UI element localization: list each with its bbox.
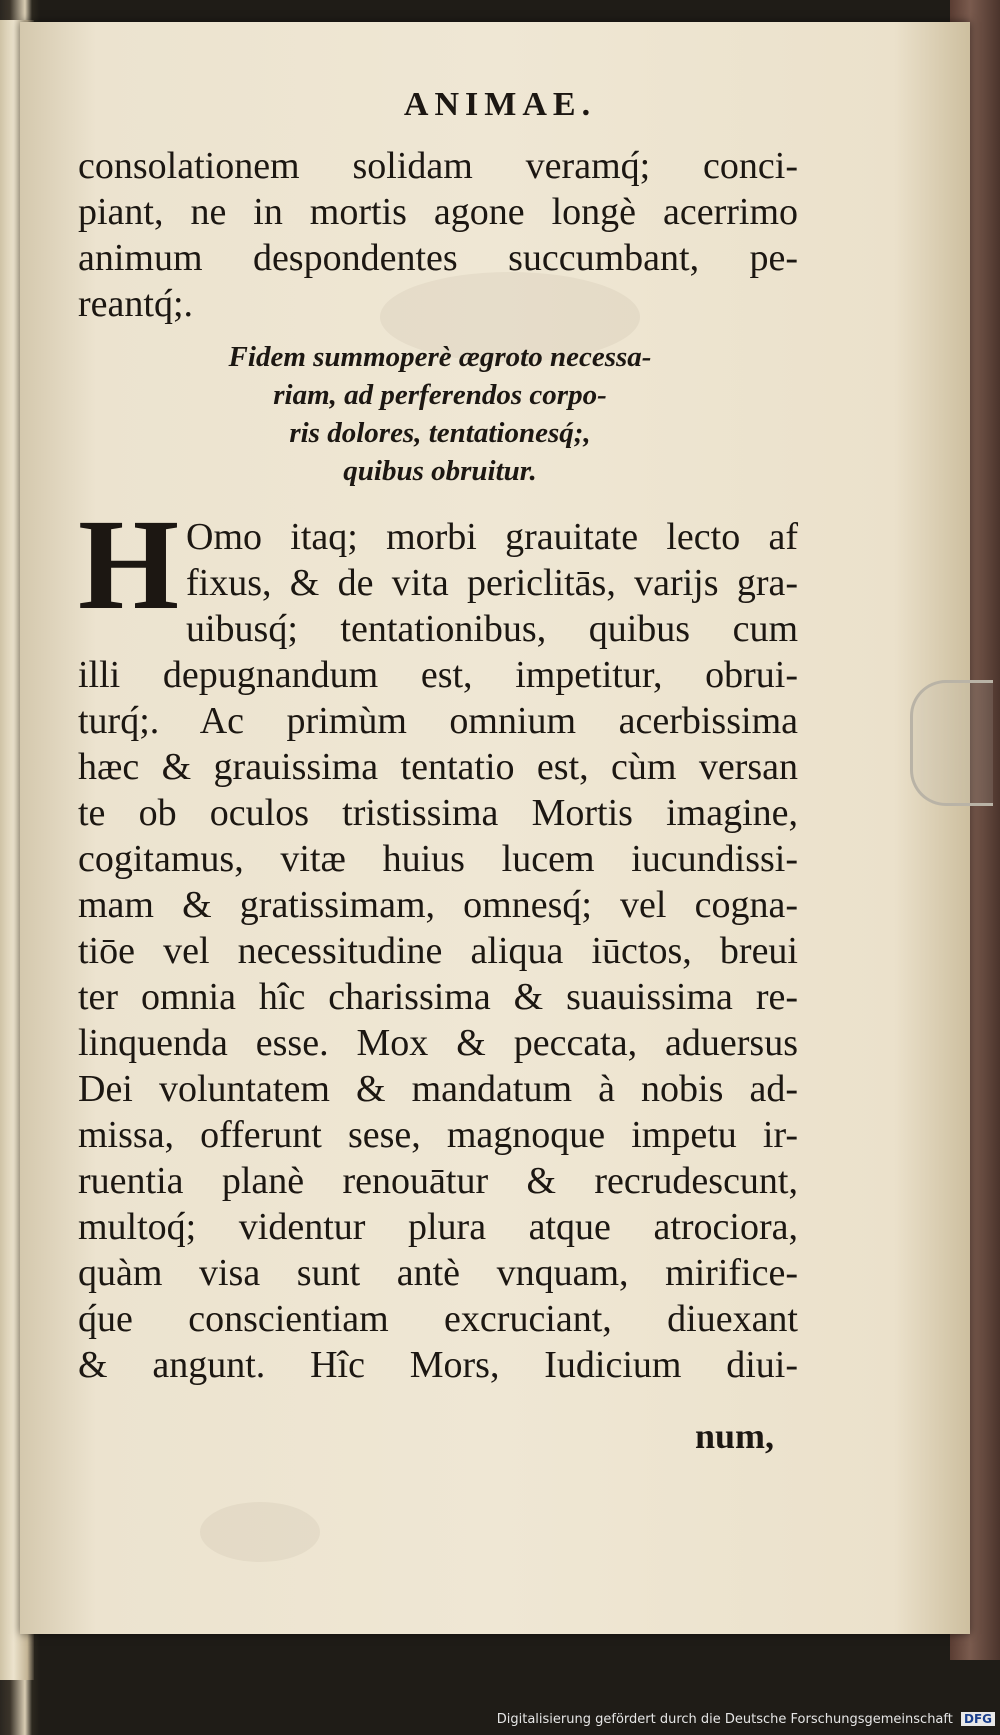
- heading-line: Fidem summoperè ægroto necessa-: [228, 341, 652, 373]
- text-line: & angunt. Hîc Mors, Iudicium diui-: [78, 1344, 798, 1386]
- heading-line: ris dolores, tentationesq́;,: [289, 417, 591, 449]
- digitization-footer: [0, 1712, 995, 1727]
- heading-line: riam, ad perferendos corpo-: [273, 379, 607, 411]
- text-line: consolationem solidam veramq́; conci-: [78, 145, 798, 187]
- catchword: num,: [695, 1416, 775, 1456]
- text-line: reantq́;.: [78, 283, 194, 325]
- text-line: te ob oculos tristissima Mortis imagine,: [78, 792, 798, 834]
- text-line: Omo itaq; morbi grauitate lecto af: [186, 516, 798, 558]
- page-clip: [910, 680, 993, 806]
- text-line: tiōe vel necessitudine aliqua iūctos, breui: [78, 930, 798, 972]
- text-line: fixus, & de vita periclitās, varijs gra-: [186, 562, 798, 604]
- text-line: mam & gratissimam, omnesq́; vel cogna-: [78, 884, 798, 926]
- text-line: piant, ne in mortis agone longè acerrimo: [78, 191, 798, 233]
- text-line: q́ue conscientiam excruciant, diuexant: [78, 1298, 798, 1340]
- text-line: hæc & grauissima tentatio est, cùm versan: [78, 746, 798, 788]
- text-line: uibusq́; tentationibus, quibus cum: [186, 608, 798, 650]
- text-line: missa, offerunt sese, magnoque impetu ir-: [78, 1114, 798, 1156]
- footer-text: Digitalisierung gefördert durch die Deutsche Forschungsgemeinschaft: [496, 1712, 953, 1727]
- text-line: ruentia planè renouātur & recrudescunt,: [78, 1160, 798, 1202]
- text-line: cogitamus, vitæ huius lucem iucundissi-: [78, 838, 798, 880]
- main-paragraph: [78, 514, 798, 1388]
- intro-paragraph: [78, 143, 798, 327]
- text-line: quàm visa sunt antè vnquam, mirifice-: [78, 1252, 798, 1294]
- section-heading: [180, 338, 700, 490]
- text-line: turq́;. Ac primùm omnium acerbissima: [78, 700, 798, 742]
- text-line: ter omnia hîc charissima & suauissima re-: [78, 976, 798, 1018]
- drop-cap: H: [78, 493, 180, 637]
- page-stain: [200, 1502, 320, 1562]
- dfg-logo: DFG: [961, 1712, 995, 1726]
- text-line: linquenda esse. Mox & peccata, aduersus: [78, 1022, 798, 1064]
- text-line: animum despondentes succumbant, pe-: [78, 237, 798, 279]
- text-line: illi depugnandum est, impetitur, obrui-: [78, 654, 798, 696]
- text-line: Dei voluntatem & mandatum à nobis ad-: [78, 1068, 798, 1110]
- heading-line: quibus obruitur.: [343, 455, 537, 487]
- text-line: multoq́; videntur plura atque atrociora,: [78, 1206, 798, 1248]
- running-head: ANIMAE.: [403, 86, 597, 123]
